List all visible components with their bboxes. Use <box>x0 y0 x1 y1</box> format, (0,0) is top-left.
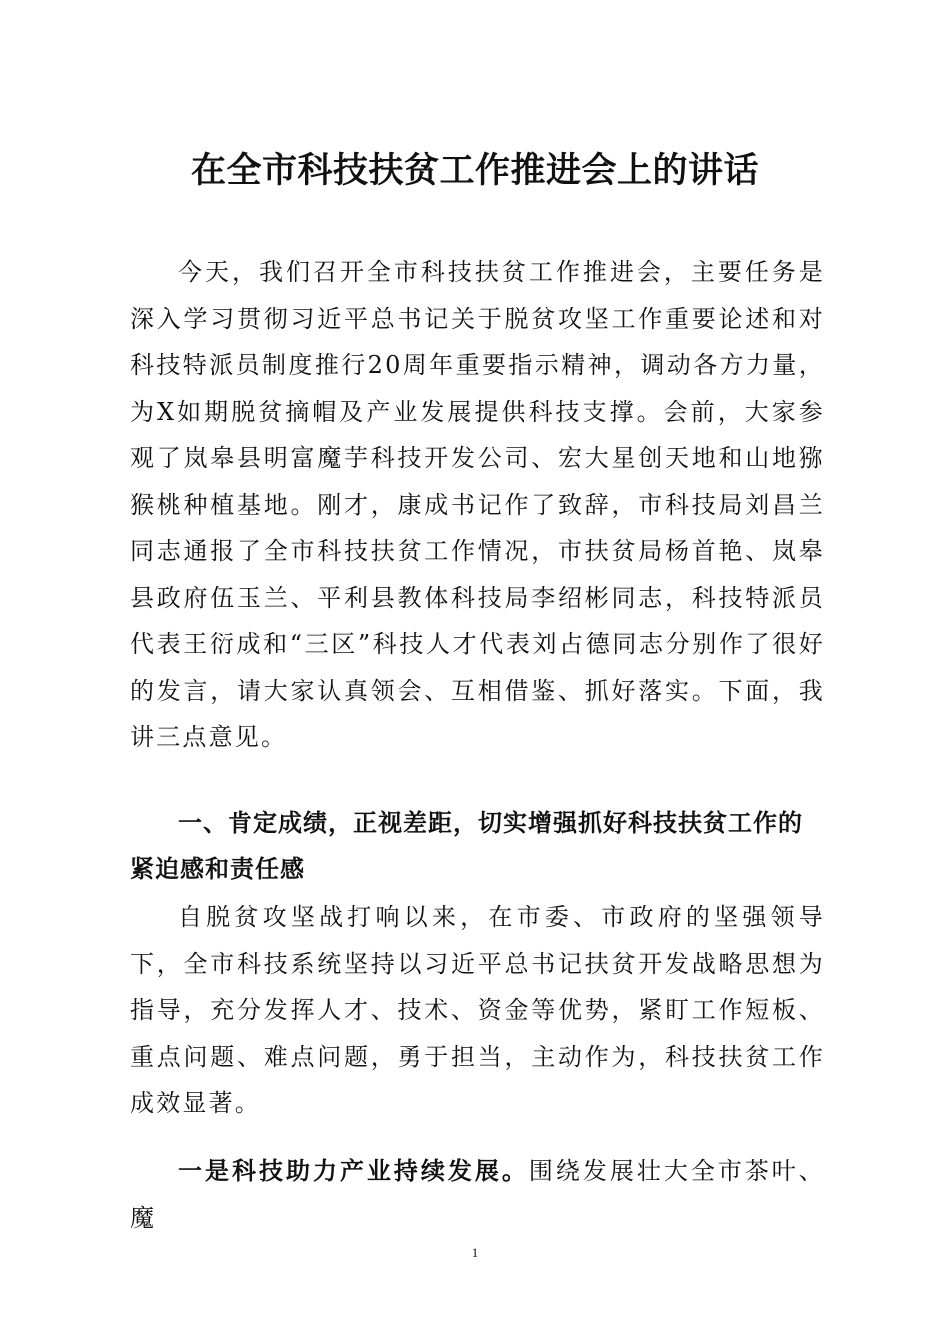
document-title: 在全市科技扶贫工作推进会上的讲话 <box>190 150 759 191</box>
industry-paragraph-lead: 一是科技助力产业持续发展。 <box>178 1157 529 1185</box>
section-heading-1: 一、肯定成绩，正视差距，切实增强抓好科技扶贫工作的紧迫感和责任感 <box>130 809 803 883</box>
page-number: 1 <box>471 1245 479 1260</box>
industry-paragraph <box>130 1148 825 1241</box>
intro-paragraph: 今天，我们召开全市科技扶贫工作推进会，主要任务是深入学习贯彻习近平总书记关于脱贫攻坚工作重要论述和对科技特派员制度推行20周年重要指示精神，调动各方力量，为X如期脱贫摘帽及产业发展提供科技支撑。会前，大家参观了岚皋县明富魔芋科技开发公司、宏大星创天地和山地猕猴桃种植基地。刚才，康成书记作了致辞，市科技局刘昌兰同志通报了全市科技扶贫工作情况，市扶贫局杨首艳、岚皋县政府伍玉兰、平利县教体科技局李绍彬同志，科技特派员代表王衍成和“三区”科技人才代表刘占德同志分别作了很好的发言，请大家认真领会、互相借鉴、抓好落实。下面，我讲三点意见。 <box>130 258 825 751</box>
industry-paragraph-text: 围绕发展壮大全市茶叶、魔 <box>130 1157 825 1232</box>
achievements-paragraph: 自脱贫攻坚战打响以来，在市委、市政府的坚强领导下，全市科技系统坚持以习近平总书记扶贫开发战略思想为指导，充分发挥人才、技术、资金等优势，紧盯工作短板、重点问题、难点问题，勇于担当，主动作为，科技扶贫工作成效显著。 <box>130 903 825 1117</box>
